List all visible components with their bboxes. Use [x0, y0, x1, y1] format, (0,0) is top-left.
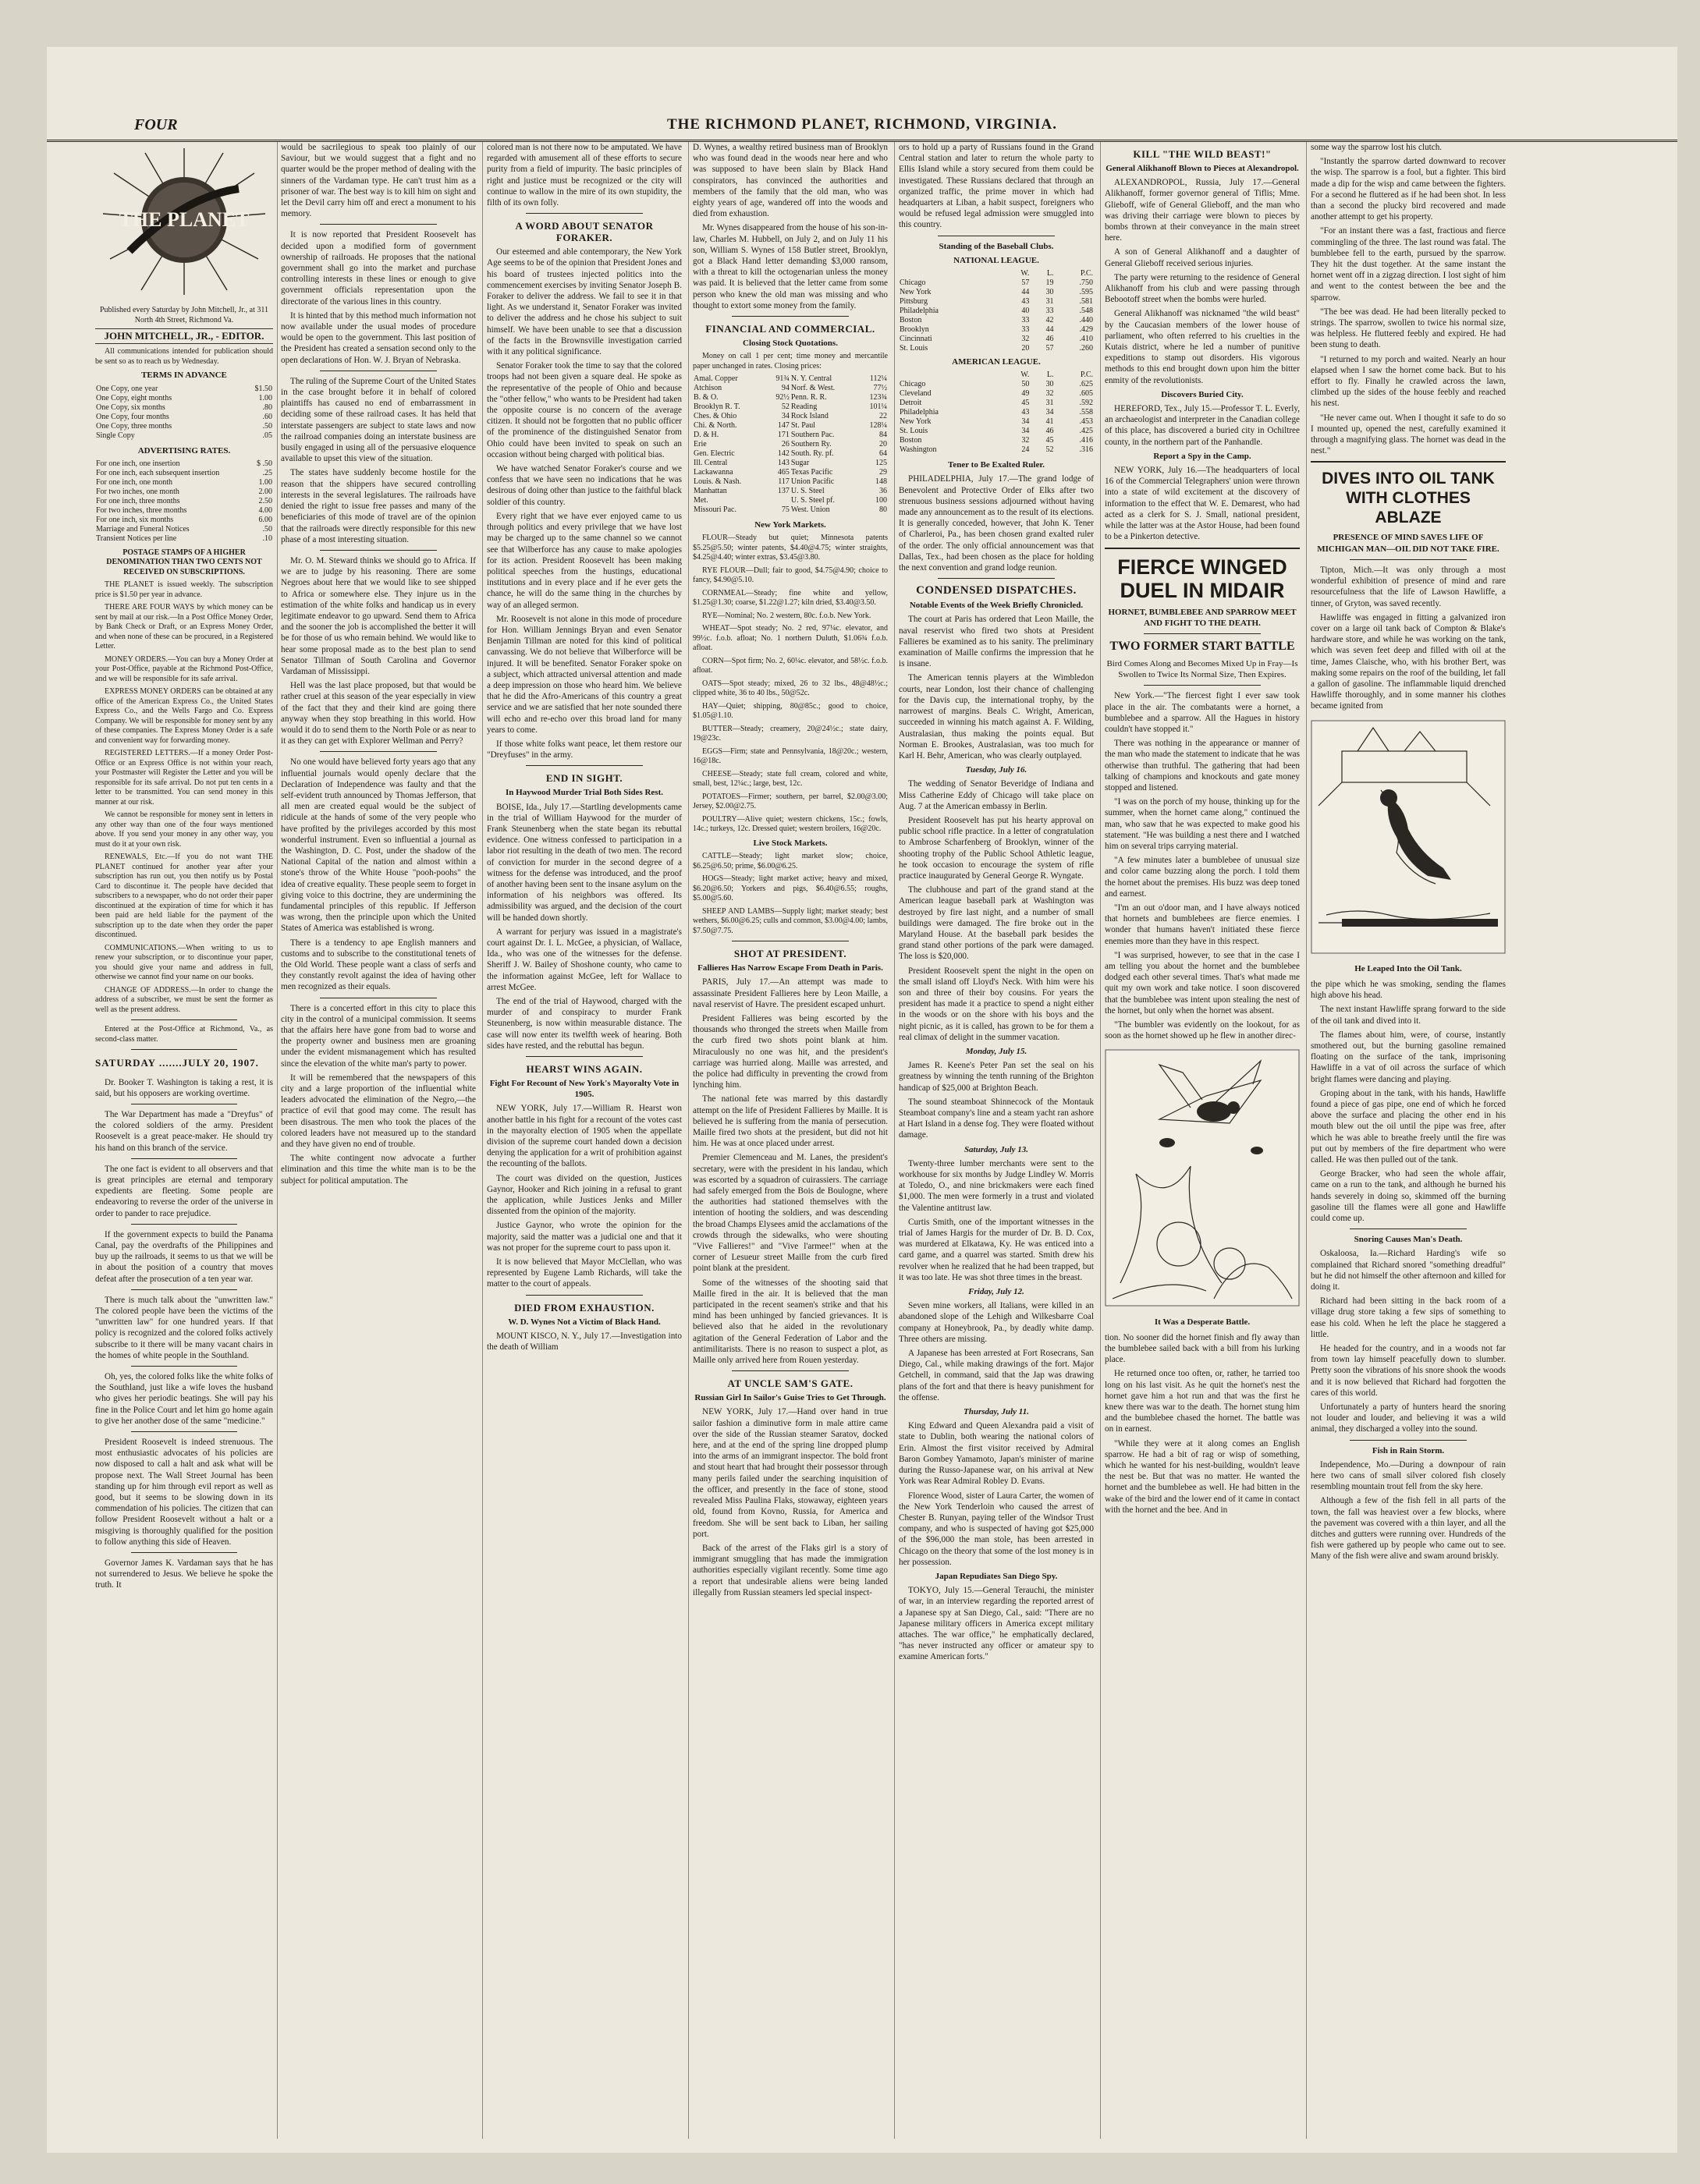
article-paragraph: "I'm an out o'door man, and I have always noticed that hornets and bumblebees are fierce enemies. I wonder that humans haven't initiated these fierce enemies more than they have in this respect.	[1105, 902, 1300, 946]
divider	[1144, 633, 1261, 634]
date-subhead: Tuesday, July 16.	[965, 765, 1027, 775]
article-paragraph: Mr. Roosevelt is not alone in this mode of procedure for Hon. William Jennings Bryan and even Senator Benjamin Tillman are noted for this kind of political canvassing. We do not believe that Wilberforce will be injured. It will be benefited. Senator Foraker spoke on a subject, which attracted universal attention and made a deep impression on those who heard him. We believe that he did the Afro-Americans of this country a great service and we are satisfied that her note sounded there will echo and re-echo over this broad land for many years to come.	[487, 614, 682, 735]
table-row: Chi. & North. 147 St. Paul 128¼	[694, 421, 887, 431]
article-paragraph: NEW YORK, July 17.—Hand over hand in true sailor fashion a diminutive form in male attire came over the side of the Russian steamer Saratov, docked here, and at the end of the spring line dropped plump into the arms of an immigrant inspector. The bold front and stout heart that had brought their possessor through many perils failed under the searching inquisition of the officer, and presently in the face of stone, stood revealed Miss Paulina Flaks, stowaway, eighteen years old, found from Kovno, Russia, for America and freedom. She will be sent back to Liban, her sailing port.	[693, 1407, 888, 1539]
table-row: Brooklyn R. T. 52 Reading 101¼	[694, 402, 887, 412]
article-paragraph: ors to hold up a party of Russians found in the Grand Central station and later to return the whole party to Ellis Island while a story secured from them could be investigated. These Russians declared that through an organized traffic, the prime mover in which had headquarters at Liban, a habit suspect, foreigners who would be refused legal admission were smuggled into this country.	[899, 143, 1094, 230]
article-paragraph: the pipe which he was smoking, sending the flames high above his head.	[1311, 979, 1506, 1001]
article-headline: CONDENSED DISPATCHES.	[916, 584, 1077, 597]
column-5	[899, 142, 1094, 2150]
article-subhead: Japan Repudiates San Diego Spy.	[935, 1571, 1058, 1581]
editorial-paragraph: The states have suddenly become hostile for the reason that the shippers have secured controlling interests in the several legislatures. The railroads have denied the right to issue free passes and many of the beneficiaries of this mode of travel are of the opinion that the railroads were directly responsible for this new phase of a most interesting situation.	[281, 468, 476, 544]
table-row: Detroit 45 31 .592	[900, 399, 1093, 408]
editorial-paragraph: There is a concerted effort in this city to place this city in the control of a municipal commission. It seems that the affairs here have gone from bad to worse and the property owner and business men are groaning under the evident mismanagement which has resulted since the elevation of the white man's party to power.	[281, 1003, 476, 1069]
notice: REGISTERED LETTERS.—If a money Order Post-Office or an Express Office is not within your reach, your Postmaster will Register the Letter and you will be responsible for its safe arrival. Do not put ten cents in a letter to be transmitted. You can send money in this manner at our risk.	[95, 749, 273, 807]
article-paragraph: A warrant for perjury was issued in a magistrate's court against Dr. I. L. McGee, a physician, of Wallace, Ida., who was one of the witnesses for the defense. Sheriff J. W. Bailey of Shoshone county, who came to the information against McGee, left for Wallace to arrest McGee.	[487, 927, 682, 992]
article-paragraph: Some of the witnesses of the shooting said that Maille fired in the air. It is believed that the man participated in the recent seamen's strike and that his mind has been unhinged by fancied grievances. It is believed also that he aided in the revolutionary agitation of the General Federation of Labor and the antimilitarists. There is no reason to suspect a plot, as Maille only arrived here from Rouen yesterday.	[693, 1278, 888, 1366]
editorial-paragraph: There is much talk about the "unwritten law." The colored people have been the victims of the "unwritten law" for one hundred years. If that policy is recognized and the colored folks actively subscribe to it there will be many vacant chairs in the homes of white people in the Southland.	[95, 1295, 273, 1360]
table-row: Missouri Pac. 75 West. Union 80	[694, 505, 887, 515]
table-row: One Copy, four months .60	[96, 412, 272, 421]
table-row: Atchison 94 Norf. & West. 77½	[694, 384, 887, 393]
publisher-line: Published every Saturday by John Mitchell, Jr., at 311 North 4th Street, Richmond Va.	[100, 306, 268, 324]
divider	[131, 1158, 238, 1159]
notice: CHANGE OF ADDRESS.—In order to change the address of a subscriber, we must be sent the former as well as the present address.	[95, 985, 273, 1014]
national-league-standings	[899, 269, 1094, 353]
market-item: CATTLE—Steady; light market slow; choice, $6.25@6.50; prime, $6.00@6.25.	[693, 852, 888, 870]
illustration-caption: It Was a Desperate Battle.	[1154, 1317, 1251, 1327]
divider	[1350, 1440, 1467, 1441]
article-paragraph: NEW YORK, July 17.—William R. Hearst won another battle in his fight for a recount of the votes cast in the mayoralty election of 1905 when the appellate division of the supreme court handed down a decision denying the application for a writ of prohibition against the recounting of the ballots.	[487, 1104, 682, 1169]
divider	[1105, 548, 1300, 549]
table-row: One Copy, one year $1.50	[96, 384, 272, 393]
article-paragraph: President Roosevelt has put his hearty approval on public school rifle practice. In a letter of congratulation to Ambrose Scharfenberg of Brooklyn, winner of the shooting trophy of the Public School Athletic league, he took occasion to encourage the system of rifle practice inaugurated by General George R. Wyngate.	[899, 815, 1094, 881]
advertising-table	[95, 459, 273, 544]
column-6	[1105, 142, 1300, 2150]
divider	[526, 213, 643, 214]
article-subhead: Fallieres Has Narrow Escape From Death in Paris.	[697, 963, 883, 973]
column-4	[693, 142, 888, 2150]
article-subhead: Tener to Be Exalted Ruler.	[948, 460, 1045, 470]
table-row: Louis. & Nash. 117 Union Pacific 148	[694, 477, 887, 487]
article-paragraph: PHILADELPHIA, July 17.—The grand lodge of Benevolent and Protective Order of Elks after two strenuous business sessions adjourned without having made any announcement as to the result of its elections. It is generally conceded, however, that John K. Tener of Charleroi, Pa., has been chosen grand exalted ruler of the order. The only official announcement was that Dallas, Tex., had been chosen as the place for holding the next convention and grand lodge reunion.	[899, 474, 1094, 573]
article-paragraph: Unfortunately a party of hunters heard the snoring not louder and louder, and believing it was a wild animal, they discharged a volley into the sound.	[1311, 1402, 1506, 1434]
article-paragraph: "He never came out. When I thought it safe to do so I mounted up, opened the nest, carefully examined it through a magnifying glass. The hornet was dead in the nest."	[1311, 413, 1506, 456]
article-paragraph: A Japanese has been arrested at Fort Rosecrans, San Diego, Cal., while making drawings of the fort. Major Getchell, in command, said that the Jap was drawing plans of the fort and that there is heavy punishment for the offense.	[899, 1349, 1094, 1402]
column-rule	[894, 142, 895, 2139]
editorial-paragraph: It will be remembered that the newspapers of this city and a large proportion of the influential white leaders advocated the elimination of the Negro,—the practice of evil that good may come. The result has been disastrous. The men who took the places of the colored leaders have not measured up to the standard and they have given no end of trouble.	[281, 1072, 476, 1150]
feature-headline: DIVES INTO OIL TANK WITH CLOTHES ABLAZE	[1322, 470, 1495, 527]
article-paragraph: Twenty-three lumber merchants were sent to the workhouse for six months by Judge Lindley W. Morris at Toledo, O., and nine brickmakers were each fined $1,000. The men were formerly in a trust and violated the Valentine antitrust law.	[899, 1158, 1094, 1213]
divider	[1144, 685, 1261, 686]
notice: EXPRESS MONEY ORDERS can be obtained at any office of the American Express Co., the United States Express Co., and the Wells Fargo and Co. Express Company. We will be responsible for money sent by any of these companies. The Express Money Order is a safe and convenient way for forwarding money.	[95, 687, 273, 745]
article-headline: SHOT AT PRESIDENT.	[733, 948, 847, 960]
article-paragraph: The clubhouse and part of the grand stand at the American league baseball park at Washington was destroyed by fire last night, and a number of small buildings were damaged. The fire broke out in the Maryland House. At the baseball park besides the grand stand other portions of the park were damaged. The loss is $20,000.	[899, 885, 1094, 962]
newspaper-page	[47, 47, 1677, 2153]
table-row: For one inch, one insertion $ .50	[96, 459, 272, 468]
editorial-paragraph: President Roosevelt is indeed strenuous. The most enthusiastic advocates of his policies are now disposed to call a halt and ask what will be propose next. The Wall Street Journal has been standing up for him through evil report as well as good, but it seems to be slowing down in its commendation of his policies. The citizen that can follow President Roosevelt without a halt or a misgiving is thoroughly qualified for the position to follow anything this side of Heaven.	[95, 1438, 273, 1547]
table-row: Single Copy .05	[96, 431, 272, 440]
divider	[938, 578, 1055, 579]
market-item: RYE—Nominal; No. 2 western, 80c. f.o.b. New York.	[702, 611, 871, 620]
table-row: Washington 24 52 .316	[900, 445, 1093, 455]
column-rule	[277, 142, 278, 2139]
article-paragraph: President Fallieres was being escorted by the thousands who thronged the streets when Maille from the curb fired two shots point blank at him. Miraculously no one was hit, and the president's carriage was hurried along. Maille was arrested, and the police had difficulty in preventing the crowd from lynching him.	[693, 1013, 888, 1090]
date-subhead: Friday, July 12.	[968, 1287, 1024, 1297]
divider	[131, 1552, 238, 1553]
divider	[131, 1289, 238, 1290]
article-headline: END IN SIGHT.	[545, 772, 623, 785]
article-paragraph: Curtis Smith, one of the important witnesses in the trial of James Hargis for the murder of Dr. B. D. Cox, was murdered at Elkatawa, Ky. He was enticed into a card game, and a quarrel was started. Smith drew his revolver when he realized that he had been trapped, but it was too late. He was shot three times in the breast.	[899, 1217, 1094, 1282]
page-number: FOUR	[134, 116, 178, 133]
article-paragraph: ALEXANDROPOL, Russia, July 17.—General Alikhanoff, former governor general of Tiflis; Mme. Glieboff, wife of General Glieboff, and the man who was driving their carriage were blown to pieces by bombs thrown at their conveyance in the main street here.	[1105, 178, 1300, 243]
article-paragraph: Seven mine workers, all Italians, were killed in an abandoned slope of the Lehigh and Wilkesbarre Coal company at Honeybrook, Pa., by deadly white damp. Three others are missing.	[899, 1301, 1094, 1344]
communications-note: All communications intended for publication should be sent so as to reach us by Wednesday.	[95, 347, 273, 366]
market-item: OATS—Spot steady; mixed, 26 to 32 lbs., 48@48½c.; clipped white, 36 to 40 lbs., 50@52c.	[693, 679, 888, 698]
divider	[320, 751, 437, 752]
divider	[320, 550, 437, 551]
advertising-heading: ADVERTISING RATES.	[137, 445, 231, 456]
article-paragraph: Premier Clemenceau and M. Lanes, the president's secretary, were with the president in his landau, which was escorted by a squadron of cuirassiers. The carriage had safely emerged from the Bois de Boulogne, where the authorities had stationed themselves with the intention of hooting the soldiers, and was descending the broad Champs Elysees amid the acclamations of the crowds through the sidewalks, who were shouting "Vive Fallieres!" and "Vive l'armee!" when at the corner of Lesueur street Maille from the curb fired point blank at the president.	[693, 1153, 888, 1274]
editorial-paragraph: It is now reported that President Roosevelt has decided upon a modified form of government ownership of railroads. He proposes that the national government shall go into the market and purchase controlling interests in these lines or enough to give government officials representation upon the directorate of the various lines in this country.	[281, 230, 476, 307]
article-paragraph: HEREFORD, Tex., July 15.—Professor T. L. Everly, an archaeologist and interpreter in the Canadian college of this place, has discovered a buried city in Ochiltree county, in the northern part of the Panhandle.	[1105, 404, 1300, 447]
market-item: CORN—Spot firm; No. 2, 60¼c. elevator, and 58½c. f.o.b. afloat.	[693, 656, 888, 675]
article-headline: HEARST WINS AGAIN.	[526, 1063, 643, 1076]
column-rule	[1306, 142, 1307, 2139]
divider	[732, 316, 849, 317]
article-paragraph: "A few minutes later a bumblebee of unusual size and color came buzzing along the porch. I told them the hornet about the premises. His buzz was deep toned and earnest.	[1105, 856, 1300, 899]
article-paragraph: The end of the trial of Haywood, charged with the murder of and conspiracy to murder Frank Steunenberg, is now within measurable distance. The case will now enter its twelfth week of hearing. Both sides have rested, and the rebuttal has begun.	[487, 997, 682, 1051]
editorial-paragraph: colored man is not there now to be amputated. We have regarded with amusement all of these efforts to secure purity from a field of impurity. The basic principles of right and justice must be recognized or the city will continue to wallow in the mire of its own stupidity, the filth of its own folly.	[487, 143, 682, 208]
article-paragraph: D. Wynes, a wealthy retired business man of Brooklyn who was found dead in the woods near here and who was supposed to have been slain by Black Hand conspirators, has convinced the authorities and members of the family that the old man, who was eighty years of age, wandered off into the woods and died from exhaustion.	[693, 143, 888, 219]
column-rule	[1100, 142, 1101, 2139]
divider	[320, 224, 437, 225]
article-headline: FINANCIAL AND COMMERCIAL.	[705, 323, 875, 335]
table-row: Erie 26 Southern Ry. 20	[694, 440, 887, 449]
table-row: Ches. & Ohio 34 Rock Island 22	[694, 412, 887, 421]
table-row: For two inches, three months 4.00	[96, 505, 272, 515]
article-paragraph: The party were returning to the residence of General Alikhanoff from his club and were passing through Bebootoff street when the bombs were hurled.	[1105, 272, 1300, 305]
table-row: Gen. Electric 142 South. Ry. pf. 64	[694, 449, 887, 459]
notice: THE PLANET is issued weekly. The subscription price is $1.50 per year in advance.	[95, 580, 273, 599]
market-item: POULTRY—Alive quiet; western chickens, 15c.; fowls, 14c.; turkeys, 12c. Dressed quiet; western broilers, 16@20c.	[693, 814, 888, 834]
article-paragraph: Senator Foraker took the time to say that the colored troops had not been given a square deal. He spoke as the representative of the people of Ohio and because the "other fellow," who wants to be President had taken the opposite course is no concern of the average citizen. It should not be forgotten that no public officer of the prominence of the distinguished Senator from Ohio could have been invited to speak on such an occasion without being charged with political bias.	[487, 361, 682, 459]
date-subhead: Monday, July 15.	[965, 1046, 1027, 1056]
article-paragraph: King Edward and Queen Alexandra paid a visit of state to Dublin, both wearing the national colors of Erin. Almost the first visitor received by Admiral Baron Gombey Yamamoto, Japan's minister of marine during the Russo-Japanese war, on his arrival at New York was Rear Admiral Robley D. Evans.	[899, 1421, 1094, 1487]
feature-deck: HORNET, BUMBLEBEE AND SPARROW MEET AND FIGHT TO THE DEATH.	[1108, 607, 1297, 628]
table-row: Boston 32 45 .416	[900, 436, 1093, 445]
editorial-paragraph: Mr. O. M. Steward thinks we should go to Africa. If we are to judge by his reasoning. There are some Negroes about here that we would like to see shipped to Africa or somewhere else. They injure us in the estimation of the white folks and handicap us in every legitimate endeavor to go upward. Send them to Africa and the sooner the job is accomplished the better it will be for those of us who remain behind. We would like to hear some proposal made as to the best plan to send Senator Tillman of South Carolina and Governor Vardaman of Mississippi.	[281, 555, 476, 676]
notice: We cannot be responsible for money sent in letters in any other way than one of the four ways mentioned above. If you send your money in any other way, you must do it at your own risk.	[95, 810, 273, 849]
editorial-paragraph: The ruling of the Supreme Court of the United States in the case brought before it in behalf of colored plaintiffs has caused no end of embarrassment in deciding some of these railroad cases. It has held that interstate passengers are subject to state laws and now the railroad companies doing an interstate business are busily engaged in using all of the persuasive eloquence available to upset this view of the situation.	[281, 376, 476, 464]
article-paragraph: MOUNT KISCO, N. Y., July 17.—Investigation into the death of William	[487, 1331, 682, 1353]
table-row: Philadelphia 40 33 .548	[900, 307, 1093, 316]
league-heading: NATIONAL LEAGUE.	[953, 255, 1039, 265]
table-row: Chicago 57 19 .750	[900, 278, 1093, 288]
table-row: One Copy, six months .80	[96, 402, 272, 412]
article-paragraph: PARIS, July 17.—An attempt was made to assassinate President Fallieres here by Leon Maille, a naval reservist of Havre. The president escaped unhurt.	[693, 977, 888, 1009]
column-3	[487, 142, 682, 2150]
article-paragraph: President Roosevelt spent the night in the open on the small island off Lloyd's Neck. With him were his son and three of their boy cousins. For years the president has made it a practice to spend a night either in the woods or on the shore with his boys and the night picnic, as it is called, has grown to be for them a real climax of delight in the summer vacation.	[899, 966, 1094, 1042]
feature-subheadline: TWO FORMER START BATTLE	[1109, 639, 1295, 653]
article-paragraph: It is now believed that Mayor McClellan, who was represented by Eugene Lamb Richards, will take the matter to the court of appeals.	[487, 1257, 682, 1289]
market-item: SHEEP AND LAMBS—Supply light; market steady; best wethers, $6.00@6.25; culls and common, $3.00@4.00; lambs, $7.50@7.75.	[693, 906, 888, 935]
editorial-paragraph: There is a tendency to ape English manners and customs and to subscribe to the constitutional tenets of the Old World. These people want a class of serfs and they constantly revolt against the idea of having other men recognized as their equals.	[281, 938, 476, 992]
article-subhead: Snoring Causes Man's Death.	[1354, 1235, 1463, 1245]
article-paragraph: James R. Keene's Peter Pan set the seal on his greatness by winning the tenth running of the Brighton handicap of $25,000 at Brighton Beach.	[899, 1061, 1094, 1093]
article-subhead: Standing of the Baseball Clubs.	[939, 241, 1054, 251]
article-paragraph: Money on call 1 per cent; time money and mercantile paper unchanged in rates. Closing prices:	[693, 352, 888, 370]
oil-tank-illustration	[1311, 720, 1506, 954]
article-paragraph: "For an instant there was a fast, fractious and fierce commingling of the three. The last round was fatal. The bumblebee fell to the earth, pursued by the sparrow. They hit the dust together. At the same instant the hornet went off in a zigzag direction. I lost sight of him and went to the contest between the bee and the sparrow.	[1311, 226, 1506, 303]
postage-notice: POSTAGE STAMPS OF A HIGHER DENOMINATION THAN TWO CENTS NOT RECEIVED ON SUBSCRIPTIONS.	[106, 548, 262, 576]
column-7	[1311, 142, 1506, 2150]
article-paragraph: "I was surprised, however, to see that in the case I am telling you about the hornet and the bumblebee dodged each other several times. That's what made me quit my own work and take notice. I soon discovered that the bumblebee was intent upon stealing the nest of the hornet, but only when the hornet was absent.	[1105, 950, 1300, 1016]
editor-line: JOHN MITCHELL, JR., - EDITOR.	[95, 328, 273, 344]
article-paragraph: The national fete was marred by this dastardly attempt on the life of President Fallieres by Maille. It is believed he is suffering from the mania of persecution. Maille fired two shots at the president, but did not hit him. He was at once placed under arrest.	[693, 1094, 888, 1149]
planet-logo	[98, 142, 270, 298]
divider	[1350, 559, 1467, 560]
date-subhead: Thursday, July 11.	[964, 1407, 1029, 1417]
article-paragraph: There was nothing in the appearance or manner of the man who made the statement to indicate that he was otherwise than truthful. The gathering that had been talking of champions and knockouts and gate money stopped and listened.	[1105, 739, 1300, 792]
article-paragraph: Florence Wood, sister of Laura Carter, the women of the New York Tenderloin who caused the arrest of Chester B. Runyan, paying teller of the Windsor Trust company, and who is suspected of having got $25,000 of the $96,000 the man stole, has been arrested in Chicago on the theory that some of the lost money is in her possession.	[899, 1491, 1094, 1567]
article-subhead: Fight For Recount of New York's Mayoralty Vote in 1905.	[489, 1079, 680, 1100]
table-row: For one inch, one month 1.00	[96, 477, 272, 487]
table-row: For one inch, three months 2.50	[96, 496, 272, 505]
issue-date: SATURDAY .......JULY 20, 1907.	[95, 1057, 259, 1069]
article-headline: KILL "THE WILD BEAST!"	[1133, 148, 1272, 160]
editorial-paragraph: Dr. Booker T. Washington is taking a rest, it is said, but his opposers are working overtime.	[95, 1077, 273, 1098]
article-paragraph: BOISE, Ida., July 17.—Startling developments came in the trial of William Haywood for the murder of Frank Steunenberg when the state began its rebuttal evidence. One witness confessed to participation in a labor riot resulting in the death of two men. The record of conviction for murder in the second degree of a witness for the defense was introduced, and the proof of another having been sent to the insane asylum on the information of his neighbors was offered. Its admissibility was argued, and the decision of the court will be handed down shortly.	[487, 802, 682, 923]
article-paragraph: Tipton, Mich.—It was only through a most wonderful exhibition of presence of mind and rare resourcefulness that the life of Lawson Hawliffe, a tinner, of Gryton, was saved recently.	[1311, 565, 1506, 608]
masthead	[47, 113, 1677, 142]
article-subhead: Russian Girl In Sailor's Guise Tries to Get Through.	[694, 1393, 886, 1403]
article-paragraph: Justice Gaynor, who wrote the opinion for the majority, said the matter was a judicial one and that it was not proper for the supreme court to pass upon it.	[487, 1221, 682, 1253]
article-paragraph: The American tennis players at the Wimbledon courts, near London, lost their chance of challenging for the Davis cup, the international trophy, by the narrowest of margins. Beals C. Wright, American, succeeded in winning his match against A. F. Wilding, Australasian, thus making the points equal. But Norman E. Brookes, Australasian, was too much for Karl H. Behr, American, who was clearly outplayed.	[899, 673, 1094, 760]
table-row: One Copy, eight months 1.00	[96, 393, 272, 402]
feature-headline: FIERCE WINGED DUEL IN MIDAIR	[1117, 555, 1287, 602]
feature-deck: PRESENCE OF MIND SAVES LIFE OF MICHIGAN MAN—OIL DID NOT TAKE FIRE.	[1317, 533, 1499, 554]
article-paragraph: The wedding of Senator Beveridge of Indiana and Miss Catherine Eddy of Chicago will take place on Aug. 7 at the American embassy in Berlin.	[899, 779, 1094, 811]
editorial-paragraph: If the government expects to build the Panama Canal, pay the overdrafts of the Philippines and buy up the railroads, it seems to us that we will be in about the position of a country that moves defeat after the prosecution of a ten year war.	[95, 1229, 273, 1284]
divider	[131, 1049, 238, 1050]
table-row: For two inches, one month 2.00	[96, 487, 272, 496]
notice: MONEY ORDERS.—You can buy a Money Order at your Post-Office, payable at the Richmond Post-Office, and we will be responsible for its safe arrival.	[95, 654, 273, 683]
table-header-row: W. L. P.C.	[1020, 269, 1093, 278]
article-paragraph: tion. No sooner did the hornet finish and fly away than the bumblebee sailed back with a bill from his lurking place.	[1105, 1332, 1300, 1365]
league-heading: AMERICAN LEAGUE.	[952, 357, 1041, 367]
terms-table	[95, 385, 273, 441]
divider	[1311, 461, 1506, 463]
article-subhead: In Haywood Murder Trial Both Sides Rest.	[506, 788, 663, 798]
market-item: HAY—Quiet; shipping, 80@85c.; good to choice, $1.05@1.10.	[693, 701, 888, 721]
table-row: Pittsburg 43 31 .581	[900, 297, 1093, 307]
article-paragraph: some way the sparrow lost his clutch.	[1311, 143, 1443, 152]
table-row: Manhattan 137 U. S. Steel 36	[694, 487, 887, 496]
article-paragraph: He returned once too often, or, rather, he tarried too long on his last visit. As he quit the hornet's nest the hornet gave him a hot run and that was the first he knew there was war to the death. The hornet stung him and the bumblebee chased the hornet. The battle was on in earnest.	[1105, 1369, 1300, 1434]
article-paragraph: Independence, Mo.—During a downpour of rain here two cans of small silver colored fish closely resembling mountain trout fell from the sky here.	[1311, 1459, 1506, 1492]
article-headline: A WORD ABOUT SENATOR FORAKER.	[515, 220, 654, 244]
editorial-paragraph: would be sacrilegious to speak too plainly of our Saviour, but we would suggest that a fight and no quarter would be the proper method of dealing with the sinners of the Vardaman type. He can't trust him as a prisoner of war. The best way is to kill him on sight and let the Devil carry him off and erect a monument to his memory.	[281, 143, 476, 219]
market-item: CHEESE—Steady; state full cream, colored and white, small, best, 12¼c.; large, best, 12c.	[693, 769, 888, 789]
market-item: BUTTER—Steady; creamery, 20@24½c.; state dairy, 19@23c.	[693, 724, 888, 743]
table-row: Cleveland 49 32 .605	[900, 389, 1093, 399]
stock-quotations-table	[693, 374, 888, 515]
divider	[526, 765, 643, 766]
table-row: Ill. Central 143 Sugar 125	[694, 459, 887, 468]
article-paragraph: TOKYO, July 15.—General Terauchi, the minister of war, in an interview regarding the reported arrest of a Japanese spy at San Diego, Cal., said: "There are no Japanese military officers in America except military attaches. The war office," he emphatically declared, "has never instructed any officer or amateur spy to examine American forts."	[899, 1586, 1094, 1662]
article-paragraph: The sound steamboat Shinnecock of the Montauk Steamboat company's line and a steam yacht ran ashore at Hart Island in a dense fog. They were floated without damage.	[899, 1097, 1094, 1140]
article-paragraph: George Bracker, who had seen the whole affair, came on a run to the tank, and although he burned his hands severely in doing so, skimmed off the burning gasoline till the flames were all gone and Hawliffe could come up.	[1311, 1169, 1506, 1223]
feature-deck: Bird Comes Along and Becomes Mixed Up in Fray—Is Swollen to Twice Its Normal Size, Then Expires.	[1106, 658, 1298, 680]
table-row: Transient Notices per line .10	[96, 534, 272, 543]
table-row: St. Louis 34 46 .425	[900, 427, 1093, 436]
article-paragraph: We have watched Senator Foraker's course and we confess that we have seen no indications that he was desirous of doing other than justice to the faithful black soldier of this country.	[487, 464, 682, 507]
logo-wordmark: THE PLANET	[119, 208, 250, 231]
article-subhead: Report a Spy in the Camp.	[1153, 451, 1251, 461]
table-row: One Copy, three months .50	[96, 421, 272, 431]
article-paragraph: Our esteemed and able contemporary, the New York Age seems to be of the opinion that President Jones and his board of trustees injected politics into the commencement exercises by inviting Senator Joseph B. Foraker to deliver the address. We fail to see it in that light. As we understand it, Senator Foraker was invited to deliver the address and he chose his subject to suit himself. We have been unable to see that a discussion of the facts in the Brownsville investigation carried with it any political significance.	[487, 247, 682, 357]
article-paragraph: NEW YORK, July 16.—The headquarters of local 16 of the Commercial Telegraphers' union were thrown into a state of wild excitement at the discovery of information to the effect that W. E. Demarest, who had acted as a clerk for S. J. Small, national president, while the latter was at the Astor House, had been found to be a Pinkerton detective.	[1105, 466, 1300, 542]
column-rule	[688, 142, 689, 2139]
article-subhead: General Alikhanoff Blown to Pieces at Alexandropol.	[1106, 164, 1299, 173]
notice: THERE ARE FOUR WAYS by which money can be sent by mail at our risk.—In a Post Office Money Order, by Bank Check or Draft, or an Express Money Order, and when none of these can be procured, in a Registered Letter.	[95, 603, 273, 651]
article-headline: DIED FROM EXHAUSTION.	[514, 1301, 655, 1314]
article-headline: AT UNCLE SAM'S GATE.	[727, 1377, 854, 1390]
article-paragraph: A son of General Alikhanoff and a daughter of General Glieboff received serious injuries.	[1105, 247, 1300, 268]
article-paragraph: "Instantly the sparrow darted downward to recover the wisp. The sparrow is a fool, but a fighter. This bird made a dip for the wisp and came between the fighters. For a second he fluttered as if he had been shot. In less than a second the plucky bird recovered and made another attempt to get his property.	[1311, 157, 1506, 222]
article-subhead: W. D. Wynes Not a Victim of Black Hand.	[508, 1317, 661, 1327]
article-paragraph: "The bee was dead. He had been literally pecked to strings. The sparrow, swollen to twice his normal size, was helpless. He fluttered feebly and expired. He had been stung to death.	[1311, 307, 1506, 350]
table-row: Marriage and Funeral Notices .50	[96, 524, 272, 534]
battle-illustration	[1105, 1049, 1300, 1306]
article-paragraph: The court was divided on the question, Justices Gaynor, Hooker and Rich joining in a refusal to grant the application, while Justices Jenks and Miller dissented from the opinion of the majority.	[487, 1173, 682, 1217]
article-paragraph: Hawliffe was engaged in fitting a galvanized iron cover on a large oil tank back of Compton & Blake's hardware store, and while he was working on the tank, which was seven feet deep and filled with oil at the time, James Claische, who, with his brother Bert, was making some repairs on the roof of the building, let fall a gallon of gasoline. The inflammable liquid drenched Hawliffe thoroughly, and in some manner his clothes became ignited from	[1311, 612, 1506, 711]
table-row: B. & O. 92½ Penn. R. R. 123¾	[694, 393, 887, 402]
article-paragraph: The next instant Hawliffe sprang forward to the side of the oil tank and dived into it.	[1311, 1005, 1506, 1026]
article-subhead: Notable Events of the Week Briefly Chronicled.	[909, 601, 1084, 611]
article-paragraph: "I was on the porch of my house, thinking up for the summer, when the hornet came along," continued the man, who saw that he was expected to make good his statement. "He was building a nest there and I watched him on several trips carrying material.	[1105, 797, 1300, 851]
article-subhead: Closing Stock Quotations.	[743, 339, 838, 349]
divider	[526, 1056, 643, 1057]
notice: RENEWALS, Etc.—If you do not want THE PLANET continued for another year after your subscription has run out, you then notify us by Postal Card to discontinue it. The people have decided that subscribers to a newspaper, who do not order their paper discontinued at the expiration of time for which it has been paid are held liable for the payment of the subscription up to the date when they order the paper discontinued.	[95, 853, 273, 940]
column-1	[95, 142, 273, 2150]
article-paragraph: Every right that we have ever enjoyed came to us through politics and every privilege that we have lost may be charged up to the same channel so we cannot see that Wilberforce has any cause to make apologies for its action. President Roosevelt has been making political speeches from the hustings, educational institutions and in every place and if he ever gets the chance, he will do the same thing in the churches by way of an alleged sermon.	[487, 511, 682, 610]
table-row: For one inch, six months 6.00	[96, 515, 272, 524]
article-paragraph: "The bumbler was evidently on the lookout, for as soon as the hornet showed up he flew in another direc-	[1105, 1020, 1300, 1041]
illustration-caption: He Leaped Into the Oil Tank.	[1354, 963, 1462, 973]
table-row: D. & H. 171 Southern Pac. 84	[694, 431, 887, 440]
table-row: Brooklyn 33 44 .429	[900, 325, 1093, 335]
table-row: New York 34 41 .453	[900, 417, 1093, 427]
editorial-paragraph: Governor James K. Vardaman says that he has not surrendered to Jesus. We believe he spoke the truth. It	[95, 1558, 273, 1590]
article-paragraph: General Alikhanoff was nicknamed "the wild beast" by the Caucasian members of the lower house of parliament, who often referred to his cruelties in the Kutais district, where he led a number of punitive expeditions to stamp out disorders. His vigorous methods to this end brought down upon him the bitter enmity of the revolutionists.	[1105, 309, 1300, 385]
table-row: Boston 33 42 .440	[900, 316, 1093, 325]
american-league-standings	[899, 370, 1094, 455]
divider	[732, 1370, 849, 1371]
table-row: Lackawanna 465 Texas Pacific 29	[694, 468, 887, 477]
article-paragraph: "I returned to my porch and waited. Nearly an hour elapsed when I saw the hornet come back. But to his effort to fly. Finally he crawled across the lawn, climbed up the sides of the house feebly and reached his nest.	[1311, 354, 1506, 409]
editorial-paragraph: Hell was the last place proposed, but that would be rather cruel at this season of the year especially in view of the fact that they and their kind are going there anyway when they stop breathing in this world. How would it do to send them to the North Pole or as near to it as they can get with Explorer Wellman and Perry?	[281, 681, 476, 746]
article-paragraph: The court at Paris has ordered that Leon Maille, the naval reservist who fired two shots at President Fallieres be examined as to his sanity. The preliminary examination of Maille confirms the impression that he is insane.	[899, 615, 1094, 669]
table-row: Chicago 50 30 .625	[900, 380, 1093, 389]
article-paragraph: The flames about him, were, of course, instantly smothered out, but the burning gasoline remained floating on the surface of the tank, imprisoning Hawliffe in a vat of oil across the surface of which bright flames were dancing and playing.	[1311, 1030, 1506, 1084]
market-item: HOGS—Steady; light market active; heavy and mixed, $6.20@6.50; Yorkers and pigs, $6.40@6.55; roughs, $5.00@5.60.	[693, 874, 888, 903]
market-item: RYE FLOUR—Dull; fair to good, $4.75@4.90; choice to fancy, $4.90@5.10.	[693, 566, 888, 585]
table-row: Cincinnati 32 46 .410	[900, 335, 1093, 344]
article-paragraph: Although a few of the fish fell in all parts of the town, the fall was heaviest over a few blocks, where the pavement was covered with a thin layer, and all the ditches and gutters were running over. Hundreds of the fish were gathered up by people who came out to see. Many of the fish were alive and swam around briskly.	[1311, 1496, 1506, 1562]
market-item: CORNMEAL—Steady; fine white and yellow, $1.25@1.30; coarse, $1.22@1.27; kiln dried, $3.40@3.50.	[693, 588, 888, 608]
market-item: EGGS—Firm; state and Pennsylvania, 18@20c.; western, 16@18c.	[693, 746, 888, 766]
entered-note: Entered at the Post-Office at Richmond, Va., as second-class matter.	[95, 1025, 273, 1044]
divider	[526, 1295, 643, 1296]
terms-heading: TERMS IN ADVANCE	[141, 370, 227, 381]
article-subhead: Fish in Rain Storm.	[1372, 1445, 1445, 1455]
column-rule	[482, 142, 483, 2139]
divider	[131, 1224, 238, 1225]
table-row: Philadelphia 43 34 .558	[900, 408, 1093, 417]
table-row: New York 44 30 .595	[900, 288, 1093, 297]
article-paragraph: Richard had been sitting in the back room of a village drug store taking a few sips of something to ease his cold. When he left the place he staggered a little.	[1311, 1296, 1506, 1339]
article-paragraph: Oskaloosa, Ia.—Richard Harding's wife so complained that Richard snored "something dreadful" but he did not himself the other afternoon and killed for doing it.	[1311, 1249, 1506, 1292]
article-paragraph: New York.—"The fiercest fight I ever saw took place in the air. The combatants were a hornet, a bumblebee and a sparrow. All the Hagues in history couldn't have stopped it."	[1105, 691, 1300, 734]
market-item: POTATOES—Firmer; southern, per barrel, $2.00@3.00; Jersey, $2.00@2.75.	[693, 792, 888, 811]
table-header-row: W. L. P.C.	[1020, 370, 1093, 380]
divider	[1350, 1228, 1467, 1229]
editorial-paragraph: The one fact is evident to all observers and that is great principles are eternal and temporary expedients are fleeting. Some people are endeavoring to reverse the order of the universe in order to pander to race prejudice.	[95, 1164, 273, 1218]
table-row: Amal. Copper 91¾ N. Y. Central 112¼	[694, 374, 887, 384]
divider	[320, 370, 437, 371]
article-paragraph: Mr. Wynes disappeared from the house of his son-in-law, Charles M. Hubbell, on July 2, and on July 11 his son, William S. Wynes of 158 Butler street, Brooklyn, got a Black Hand letter demanding $3,000 ransom, with a threat to kill the octogenarian unless the money was paid. It is believed that the letter came from some person who knew the old man was missing and who thought to extort some money from the family.	[693, 223, 888, 310]
table-row: Met. U. S. Steel pf. 100	[694, 496, 887, 505]
article-subhead: Live Stock Markets.	[753, 838, 828, 848]
editorial-paragraph: No one would have believed forty years ago that any influential journals would openly declare that the Declaration of Independence was faulty and that the self-evident truth announced by Thomas Jefferson, that all men are created equal would be the subject of ridicule at the hands of some of the very people who have profited by the privileges accorded by this most wonderful instrument. Even so influential a journal as the Washington, D. C. Post, under the shadow of the National Capital of the nation and almost within a stone's throw of the White House "pooh-poohs" the idea of creative equality. These people seem to forget in giving voice to this doctrine, they are undermining the fundamental principles of this republic. If Jefferson was wrong, then the principle upon which the United States of America was established is wrong.	[281, 757, 476, 934]
article-subhead: New York Markets.	[754, 520, 826, 530]
divider	[131, 1366, 238, 1367]
divider	[131, 1431, 238, 1432]
article-paragraph: If those white folks want peace, let them restore our "Dreyfuses" in the army.	[487, 739, 682, 760]
article-paragraph: He headed for the country, and in a woods not far from town lay himself peacefully down to slumber. Pretty soon the vibrations of his snore shook the woods and it is now believed that Richard had forgotten the cares of this world.	[1311, 1344, 1506, 1398]
market-item: WHEAT—Spot steady; No. 2 red, 97¼c. elevator, and 99½c. f.o.b. afloat; No. 1 northern Duluth, $1.06¾ f.o.b. afloat.	[693, 624, 888, 653]
article-paragraph: Groping about in the tank, with his hands, Hawliffe found a piece of gas pipe, one end of which he forced above the surface and placing the other end in his mouth blew out the oil until the pipe was free, after which he was able to breathe freely until the fire was put out by members of the fire department who were called. He was then pulled out of the tank.	[1311, 1088, 1506, 1165]
editorial-paragraph: The War Department has made a "Dreyfus" of the colored soldiers of the army. President Roosevelt is a great peace-maker. He should try his hand on this branch of the service.	[95, 1109, 273, 1153]
editorial-paragraph: Oh, yes, the colored folks like the white folks of the Southland, just like a wife loves the husband who gives her periodic beatings. She will pay his fine in the Police Court and let him go home again to give her another dose of the same "medicine."	[95, 1371, 273, 1426]
table-row: St. Louis 20 57 .260	[900, 344, 1093, 353]
article-paragraph: Back of the arrest of the Flaks girl is a story of immigrant smuggling that has made the immigration authorities especially vigilant recently. Some time ago a report that undesirable aliens were being landed illegally from Russian steamers led special inspect-	[693, 1543, 888, 1597]
table-row: For one inch, each subsequent insertion .25	[96, 468, 272, 477]
editorial-paragraph: The white contingent now advocate a further elimination and this time the white man is to be the subject for political amputation. The	[281, 1154, 476, 1186]
article-subhead: Discovers Buried City.	[1161, 389, 1244, 399]
market-item: FLOUR—Steady but quiet; Minnesota patents $5.25@5.50; winter patents, $4.40@4.75; winter straights, $4.25@4.40; winter extras, $3.45@3.80.	[693, 534, 888, 562]
editorial-paragraph: It is hinted that by this method much information not now available under the usual modes of procedure would be open to the government. This last position of the President has created a sensation second only to the open declarations of Hon. W. J. Bryan of Nebraska.	[281, 310, 476, 365]
column-2	[281, 142, 476, 2150]
article-paragraph: "While they were at it along comes an English sparrow. He had a bit of rag or wisp of something, which he wanted for his nest-building, wouldn't leave the nest be. But that was no matter. He wanted the hornet and the bumblebee as well. He had bitten in the wake of the bird and the lower end of it came in contact with the hornet and the bee. And in	[1105, 1438, 1300, 1515]
divider	[131, 1019, 238, 1020]
newspaper-title: THE RICHMOND PLANET, RICHMOND, VIRGINIA.	[666, 116, 1058, 133]
date-subhead: Saturday, July 13.	[964, 1144, 1029, 1154]
notice: COMMUNICATIONS.—When writing to us to renew your subscription, or to discontinue your paper, you should give your name and address in full, otherwise we cannot find your name on our books.	[95, 943, 273, 982]
